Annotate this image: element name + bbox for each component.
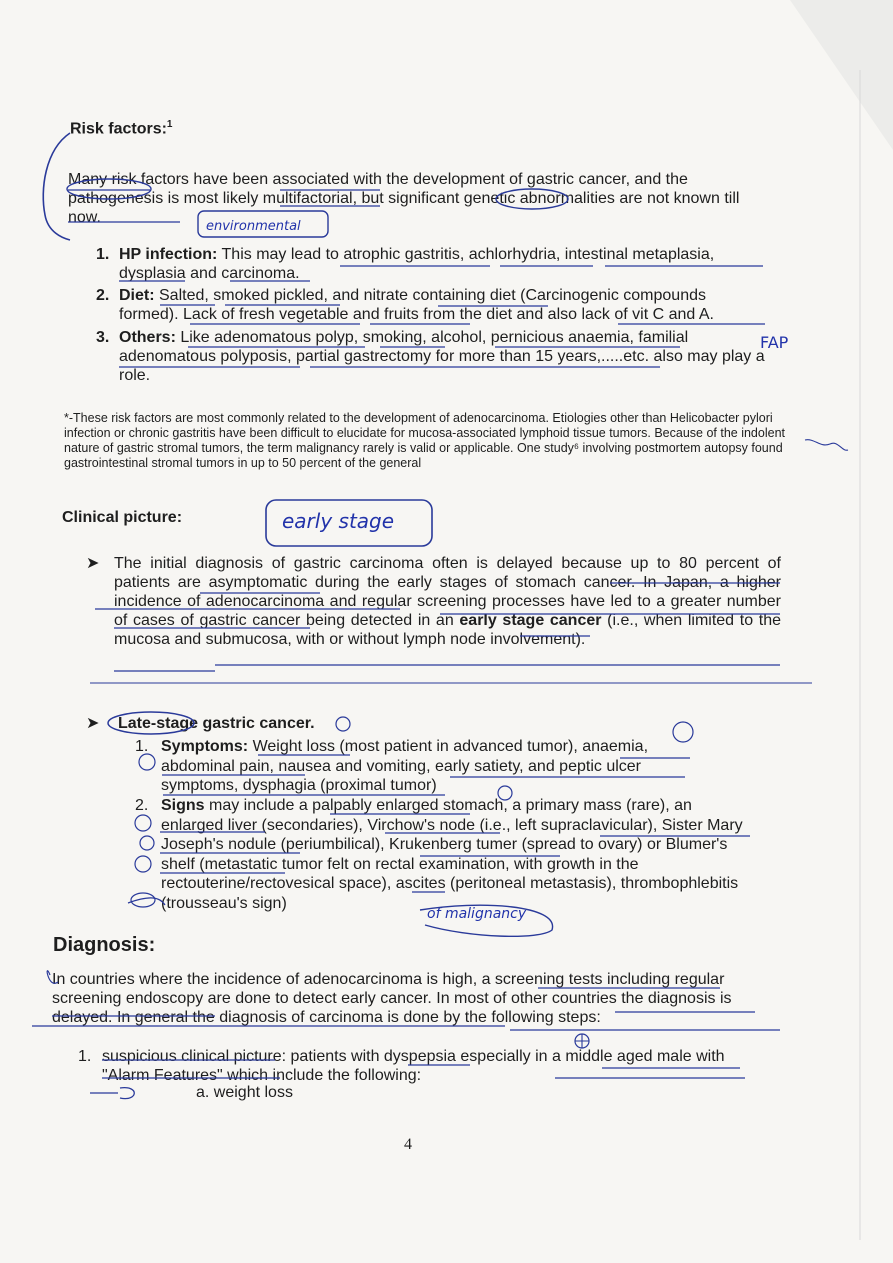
page-number: 4 xyxy=(404,1136,412,1153)
late-symptoms-item: 1. Symptoms: Weight loss (most patient in advanced tumor), anaemia, abdominal pain, nausea and vomiting, early satiety, and peptic ulcer symptoms, dysphagia (proximal tumor) xyxy=(135,738,649,794)
risk-intro-paragraph: Many risk factors have been associated with the development of gastric cancer, and the pathogenesis is most likely multifactorial, but significant genetic abnormalities are not known till now. xyxy=(68,171,740,226)
handwritten-fap: FAP xyxy=(760,333,789,352)
diagnosis-heading: Diagnosis: xyxy=(53,934,156,956)
handwritten-early-stage: early stage xyxy=(282,509,395,533)
diagnosis-step-1: 1. suspicious clinical picture: patients with dyspepsia especially in a middle aged male with "Alarm Features" which include the following: xyxy=(78,1048,725,1084)
handwritten-environmental: environmental xyxy=(206,219,301,234)
late-stage-bullet: ➤ Late-stage gastric cancer. xyxy=(86,715,315,732)
early-stage-bullet: ➤ The initial diagnosis of gastric carcinoma often is delayed because up to 80 percent of patients are asymptomatic during the early stages of stomach cancer. In Japan, a higher incidence of adenocarcinoma and regular screening processes have led to a greater number of cases of gastric cancer being detected in an early stage cancer (i.e., when limited to the mucosa and submucosa, with or without lymph node involvement). xyxy=(86,555,781,648)
risk-item-diet: 2. Diet: Salted, smoked pickled, and nitrate containing diet (Carcinogenic compounds formed). Lack of fresh vegetable and fruits from the diet and also lack of vit C and A. xyxy=(96,287,714,323)
risk-item-others: 3. Others: Like adenomatous polyp, smoking, alcohol, pernicious anaemia, familial adenomatous polyposis, partial gastrectomy for more than 15 years,.....etc. also may play a role. xyxy=(96,329,765,384)
alarm-feature-weight-loss: a. weight loss xyxy=(196,1084,293,1101)
risk-item-hp: 1. HP infection: This may lead to atrophic gastritis, achlorhydria, intestinal metaplasia, dysplasia and carcinoma. xyxy=(96,246,715,282)
risk-footnote: *-These risk factors are most commonly related to the development of adenocarcinoma. Etiologies other than Helicobacter pylori infection or chronic gastritis have been difficult to elucidate for mucosa-associated lymphoid tissue tumors. Because of the indolent nature of gastric stromal tumors, the term malignancy rarely is valid or applicable. One study⁶ involving postmortem autopsy found gastrointestinal stromal tumors in up to 50 percent of the general xyxy=(64,411,785,470)
diagnosis-intro: In countries where the incidence of adenocarcinoma is high, a screening tests including regular screening endoscopy are done to detect early cancer. In most of other countries the diagnosis is delayed. In general the diagnosis of carcinoma is done by the following steps: xyxy=(52,971,732,1026)
handwritten-of-malignancy: of malignancy xyxy=(427,906,527,922)
late-signs-item: 2. Signs may include a palpably enlarged stomach, a primary mass (rare), an enlarged liver (secondaries), Virchow's node (i.e., left supraclavicular), Sister Mary Joseph's nodule (periumbilical), Krukenberg tumer (spread to ovary) or Blumer's shelf (metastatic tumor felt on rectal examination, with growth in the rectouterine/rectovesical space), ascites (peritoneal metastasis), thrombophlebitis (trousseau's sign) xyxy=(135,797,743,912)
clinical-picture-heading: Clinical picture: xyxy=(62,509,183,526)
risk-factors-heading: Risk factors:$^1$ xyxy=(70,119,173,138)
